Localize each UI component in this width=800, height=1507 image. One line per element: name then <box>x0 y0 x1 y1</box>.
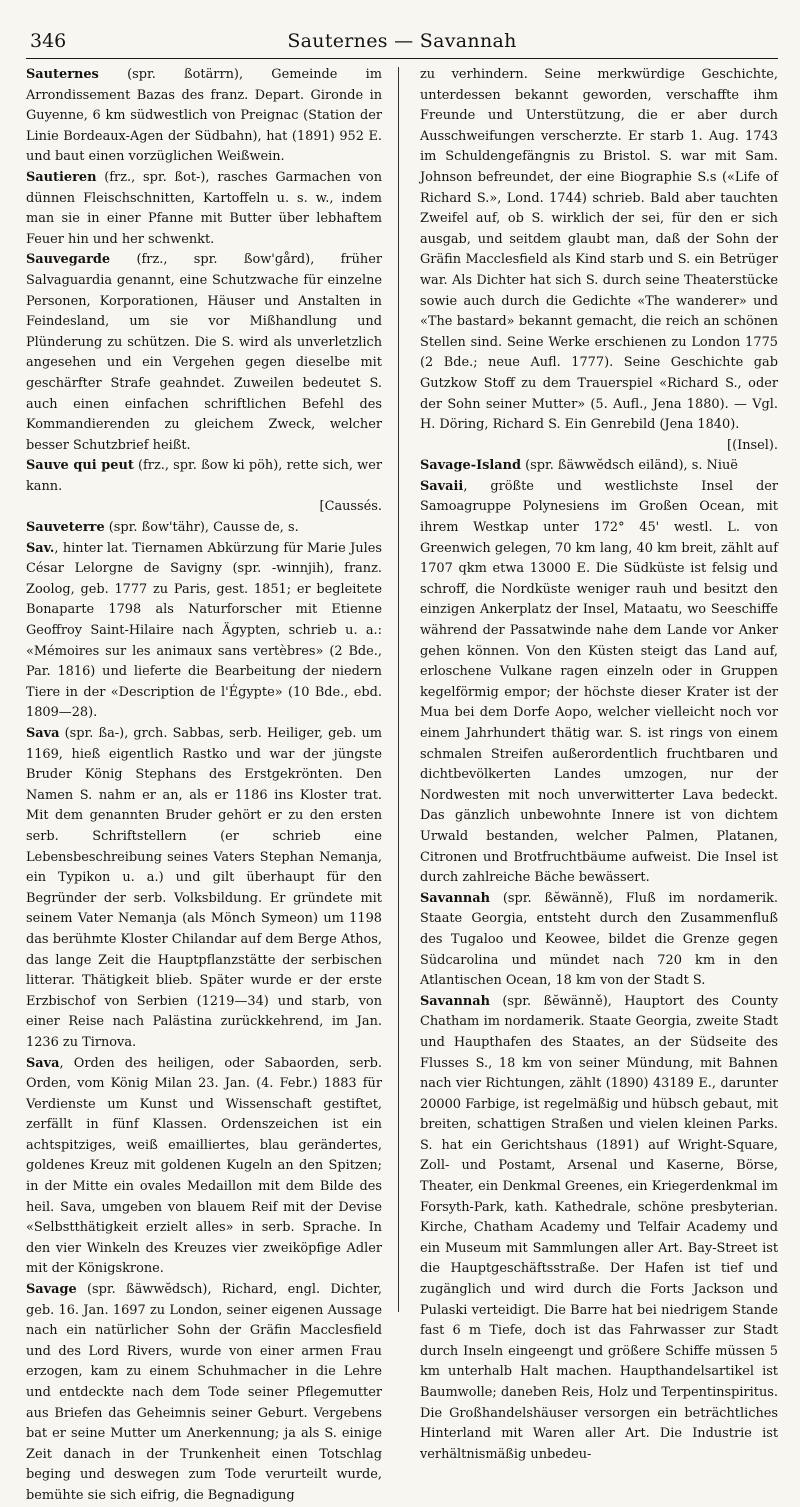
entry-text: (spr. ßĕwänně), Hauptort des County Chatham im nordamerik. Staate Georgia, zweite Stadt und Haupthafen des Staates, an der Südseite des Flusses S., 18 km von seiner Mündung, mit Bahnen nach vier Richtungen, zählt (1890) 43189 E., darunter 20000 Farbige, ist regelmäßig und hübsch gebaut, mit breiten, schattigen Straßen und vielen kleinen Parks. S. hat ein Gerichtshaus (1891) auf Wright-Square, Zoll- und Postamt, Arsenal und Kaserne, Börse, Theater, ein Denkmal Greenes, ein Kriegerdenkmal im Forsyth-Park, kath. Kathedrale, schöne presbyterian. Kirche, Chatham Academy und Telfair Academy und ein Museum mit Sammlungen aller Art. Bay-Street ist die Hauptgeschäftsstraße. Der Hafen ist tief und zugänglich und wird durch die Forts Jackson und Pulaski verteidigt. Die Barre hat bei niedrigem Stande fast 6 m Tiefe, doch ist das Fahrwasser zur Stadt durch Inseln eingeengt und größere Schiffe müssen 5 km unterhalb Halt machen. Haupthandelsartikel ist Baumwolle; daneben Reis, Holz und Terpentinspiritus. Die Großhandelshäuser versorgen ein beträchtliches Hinterland mit Waren aller Art. Die Industrie ist verhältnismäßig unbedeu- <box>420 993 778 1462</box>
text-columns <box>26 65 778 1507</box>
entry-headword: Sauve qui peut <box>26 458 134 474</box>
entry-headword: Sava <box>26 726 60 741</box>
entry-text: (frz., spr. ßow'gård), früher Salvaguardia genannt, eine Schutzwache für einzelne Personen, Korporationen, Häuser und Anstalten in Feindesland, um sie vor Mißhandlung und Plünderung zu schützen. Die S. wird als unverletzlich angesehen und ein Vergehen gegen dieselbe mit geschärfter Strafe geahndet. Zuweilen bedeutet S. auch einen einfachen schriftlichen Befehl des Kommandierenden zu gleichem Zweck, welcher besser Schutzbrief heißt. <box>26 252 382 453</box>
page-number: 346 <box>30 30 67 52</box>
dictionary-entry <box>26 1280 382 1507</box>
entry-text: (spr. ßĕwänně), Fluß im nordamerik. Staate Georgia, entsteht durch den Zusammenfluß des Tugaloo und Keowee, bildet die Grenze gegen Südcarolina und mündet nach 720 km in den Atlantischen Ocean, 18 km von der Stadt S. <box>420 890 778 989</box>
entry-headword: Sauternes <box>26 67 99 82</box>
entry-text: , Orden des heiligen, oder Sabaorden, serb. Orden, vom König Milan 23. Jan. (4. Febr.) 1883 für Verdienste um Kunst und Wissenschaft gestiftet, zerfällt in fünf Klassen. Ordenszeichen ist ein achtspitziges, weiß emailliertes, blau gerändertes, goldenes Kreuz mit goldenen Kugeln an den Spitzen; in der Mitte ein ovales Medaillon mit dem Bilde des heil. Sava, umgeben von blauem Reif mit der Devise «Selbstthätigkeit erzielt alles» in serb. Sprache. In den vier Winkeln des Kreuzes vier zweiköpfige Adler mit der Königskrone. <box>26 1055 382 1277</box>
dictionary-entry <box>420 65 778 456</box>
dictionary-entry <box>26 724 382 1054</box>
entry-headword: Savage-Island <box>420 458 521 474</box>
dictionary-entry <box>26 168 382 250</box>
dictionary-entry <box>26 518 382 539</box>
entry-continuation-note: [(Insel). <box>727 437 778 453</box>
dictionary-entry <box>420 889 778 992</box>
entry-headword: Savage <box>26 1282 77 1298</box>
entry-headword: Savannah <box>420 993 490 1009</box>
entry-headword: Sav. <box>26 540 55 556</box>
entry-continuation-note: [Caussés. <box>319 499 382 515</box>
dictionary-entry <box>26 65 382 168</box>
entry-headword: Savannah <box>420 890 490 906</box>
entry-headword: Savaii <box>420 478 464 494</box>
entry-text: (spr. ßotärrn), Gemeinde im Arrondissement Bazas des franz. Depart. Gironde in Guyenne, 6 km südwestlich von Preignac (Station der Linie Bordeaux-Agen der Südbahn), hat (1891) 952 E. und baut einen vorzüglichen Weißwein. <box>26 67 382 165</box>
column-divider <box>398 67 399 1312</box>
page-header <box>26 30 778 59</box>
entry-headword: Sava <box>26 1055 60 1071</box>
entry-headword: Sautieren <box>26 169 97 185</box>
entry-headword: Sauveterre <box>26 520 105 536</box>
dictionary-entry <box>420 456 778 477</box>
dictionary-entry <box>26 539 382 724</box>
entry-text: (spr. ßäwwĕdsch eiländ), s. Niuë <box>521 458 738 474</box>
dictionary-entry <box>420 477 778 889</box>
dictionary-entry <box>26 1054 382 1281</box>
entry-text: (spr. ßäwwĕdsch), Richard, engl. Dichter, geb. 16. Jan. 1697 zu London, seiner eigenen Aussage nach ein natürlicher Sohn der Gräfin Macclesfield und des Lord Rivers, wurde von einer armen Frau erzogen, kam zu einem Schuhmacher in die Lehre und entdeckte nach dem Tode seiner Pflegemutter aus Briefen das Geheimnis seiner Geburt. Vergebens bat er seine Mutter um Anerkennung; ja als S. einige Zeit danach in der Trunkenheit einen Totschlag beging und deswegen zum Tode verurteilt wurde, bemühte sie sich eifrig, die Begnadigung <box>26 1282 382 1503</box>
entry-text: (frz., spr. ßow ki pöh), rette sich, wer kann. <box>26 458 382 494</box>
right-column <box>420 65 778 1507</box>
entry-text: zu verhindern. Seine merkwürdige Geschichte, unterdessen bekannt geworden, verschaffte ihm Freunde und Unterstützung, die er aber durch Ausschweifungen verscherzte. Er starb 1. Aug. 1743 im Schuldengefängnis zu Bristol. S. war mit Sam. Johnson befreundet, der eine Biographie S.s («Life of Richard S.», Lond. 1744) schrieb. Bald aber tauchten Zweifel auf, ob S. wirklich der sei, für den er sich ausgab, und seitdem glaubt man, daß der Sohn der Gräfin Macclesfield als Kind starb und S. ein Betrüger war. Als Dichter hat sich S. durch seine Theaterstücke sowie auch durch die Gedichte «The wanderer» und «The bastard» bekannt gemacht, die reich an schönen Stellen sind. Seine Werke erschienen zu London 1775 (2 Bde.; neue Aufl. 1777). Seine Geschichte gab Gutzkow Stoff zu dem Trauerspiel «Richard S., oder der Sohn seiner Mutter» (5. Aufl., Jena 1880). — Vgl. H. Döring, Richard S. Ein Genrebild (Jena 1840). <box>420 67 778 433</box>
running-title: Sauternes — Savannah <box>287 30 517 52</box>
entry-text: , hinter lat. Tiernamen Abkürzung für Marie Jules César Lelorgne de Savigny (spr. -winnjih), franz. Zoolog, geb. 1777 zu Paris, gest. 1851; er begleitete Bonaparte 1798 als Naturforscher mit Etienne Geoffroy Saint-Hilaire nach Ägypten, schrieb u. a.: «Mémoires sur les animaux sans vertèbres» (2 Bde., Par. 1816) und lieferte die Bearbeitung der niedern Tiere in der «Description de l'Égypte» (10 Bde., ebd. 1809—28). <box>26 540 382 721</box>
dictionary-entry <box>26 456 382 518</box>
entry-text: (frz., spr. ßot-), rasches Garmachen von dünnen Fleischschnitten, Kartoffeln u. s. w., indem man sie in einer Pfanne mit Butter über lebhaftem Feuer hin und her schwenkt. <box>26 169 382 247</box>
entry-text: , größte und westlichste Insel der Samoagruppe Polynesiens im Großen Ocean, mit ihrem Westkap unter 172° 45' westl. L. von Greenwich gelegen, 70 km lang, 40 km breit, zählt auf 1707 qkm etwa 13000 E. Die Südküste ist felsig und schroff, die Nordküste weniger rauh und besitzt den einzigen Ankerplatz der Insel, Mataatu, wo Seeschiffe während der Passatwinde nahe dem Lande vor Anker gehen können. Von den Küsten steigt das Land auf, erloschene Vulkane ragen einzeln oder in Gruppen kegelförmig empor; der höchste dieser Krater ist der Mua bei dem Dorfe Aopo, welcher vielleicht noch vor einem Jahrhundert thätig war. S. ist rings von einem schmalen Streifen außerordentlich fruchtbaren und dichtbevölkerten Landes umzogen, nur der Nordwesten mit noch unverwitterter Lava bedeckt. Das gänzlich unbewohnte Innere ist von dichtem Urwald bestanden, welcher Palmen, Platanen, Citronen und Brotfruchtbäume aufweist. Die Insel ist durch zahlreiche Bäche bewässert. <box>420 478 778 886</box>
dictionary-entry <box>26 250 382 456</box>
entry-text: (spr. ßa-), grch. Sabbas, serb. Heiliger, geb. um 1169, hieß eigentlich Rastko und war der jüngste Bruder König Stephans des Erstgekrönten. Den Namen S. nahm er an, als er 1186 ins Kloster trat. Mit dem genannten Bruder gehört er zu den ersten serb. Schriftstellern (er schrieb eine Lebensbeschreibung seines Vaters Stephan Nemanja, ein Typikon u. a.) und gilt überhaupt für den Begründer der serb. Volksbildung. Er gründete mit seinem Vater Nemanja (als Mönch Symeon) um 1198 das berühmte Kloster Chilandar auf dem Berge Athos, das lange Zeit die Hauptpflanzstätte der serbischen litterar. Thätigkeit blieb. Später wurde er der erste Erzbischof von Serbien (1219—34) und starb, von einer Reise nach Palästina zurückkehrend, im Jan. 1236 zu Tirnova. <box>26 726 382 1050</box>
entry-text: (spr. ßow'tähr), Causse de, s. <box>104 520 299 536</box>
dictionary-entry <box>420 992 778 1466</box>
entry-headword: Sauvegarde <box>26 252 111 268</box>
left-column <box>26 65 382 1507</box>
